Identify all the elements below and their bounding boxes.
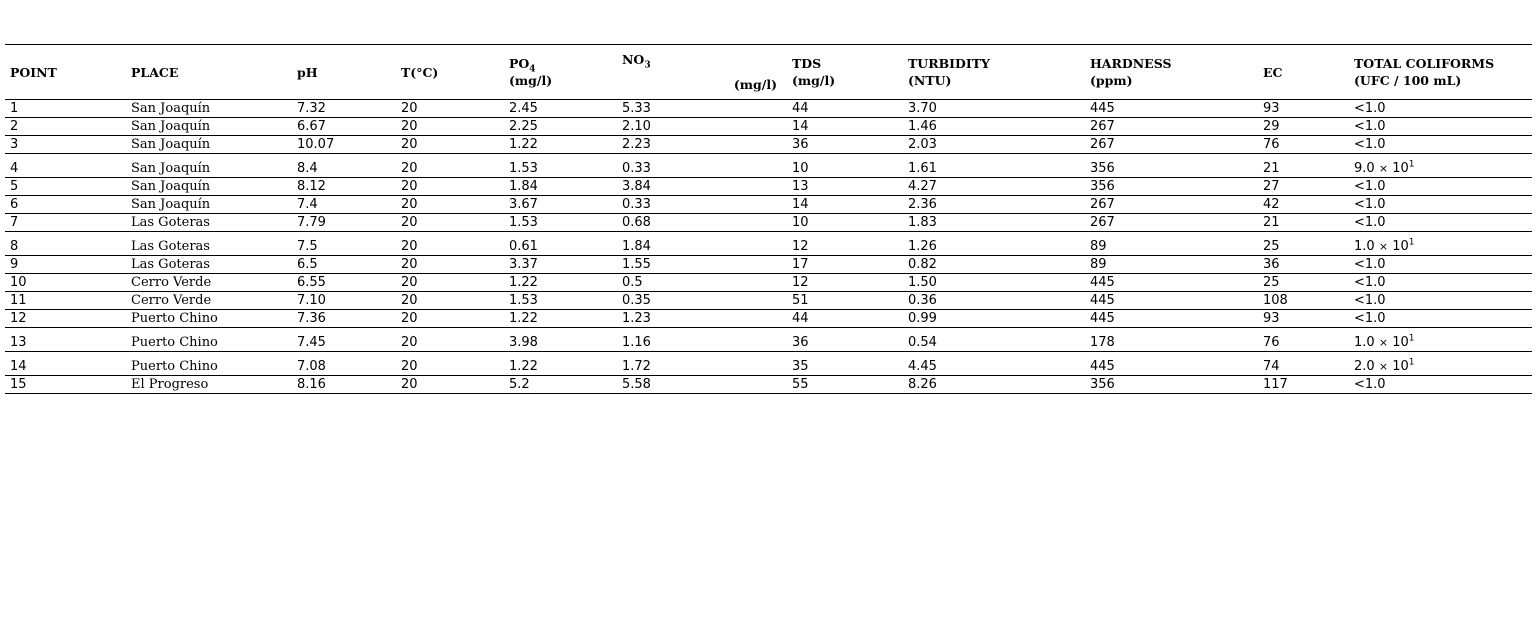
cell-turbidity: 8.26 <box>903 376 1085 394</box>
header-temperature: T(°C) <box>396 45 504 100</box>
cell-point: 11 <box>5 292 126 310</box>
table-row <box>5 214 1532 232</box>
cell-temp: 20 <box>396 154 504 178</box>
cell-turbidity: 1.61 <box>903 154 1085 178</box>
cell-temp: 20 <box>396 292 504 310</box>
table-row <box>5 196 1532 214</box>
cell-tds: 36 <box>787 136 903 154</box>
cell-no3: 3.84 <box>617 178 787 196</box>
header-tds-unit: (mg/l) <box>792 73 836 88</box>
table-row <box>5 292 1532 310</box>
cell-no3: 0.35 <box>617 292 787 310</box>
header-no3-name: $NO_3$ <box>622 52 651 71</box>
cell-po4: 1.53 <box>504 154 617 178</box>
cell-no3: 1.23 <box>617 310 787 328</box>
coliforms-mantissa: 9.0 <box>1354 161 1375 176</box>
cell-temp: 20 <box>396 310 504 328</box>
header-turbidity <box>903 45 1085 100</box>
cell-hardness: 445 <box>1085 352 1258 376</box>
cell-po4: 3.98 <box>504 328 617 352</box>
cell-hardness: 89 <box>1085 232 1258 256</box>
cell-ec: 108 <box>1258 292 1349 310</box>
cell-po4: 1.22 <box>504 274 617 292</box>
header-place: PLACE <box>126 45 292 100</box>
cell-tds: 55 <box>787 376 903 394</box>
header-hardness-unit: (ppm) <box>1090 73 1133 88</box>
header-ec: EC <box>1258 45 1349 100</box>
cell-ph: 8.4 <box>292 154 396 178</box>
cell-ph: 7.08 <box>292 352 396 376</box>
cell-place: San Joaquín <box>126 178 292 196</box>
coliforms-base: 10 <box>1392 335 1409 350</box>
cell-point: 7 <box>5 214 126 232</box>
cell-no3: 1.84 <box>617 232 787 256</box>
cell-point: 13 <box>5 328 126 352</box>
header-coliforms-name: TOTAL COLIFORMS <box>1354 56 1495 71</box>
cell-no3: 5.33 <box>617 100 787 118</box>
header-coliforms-unit: (UFC / 100 mL) <box>1354 73 1462 88</box>
header-row <box>5 45 1532 100</box>
cell-ph: 10.07 <box>292 136 396 154</box>
cell-temp: 20 <box>396 274 504 292</box>
cell-po4: 0.61 <box>504 232 617 256</box>
cell-hardness: 445 <box>1085 292 1258 310</box>
cell-coliforms: <1.0 <box>1349 196 1532 214</box>
cell-temp: 20 <box>396 232 504 256</box>
cell-tds: 35 <box>787 352 903 376</box>
cell-coliforms <box>1349 328 1532 352</box>
cell-ec: 117 <box>1258 376 1349 394</box>
cell-tds: 13 <box>787 178 903 196</box>
header-hardness <box>1085 45 1258 100</box>
cell-ph: 7.79 <box>292 214 396 232</box>
cell-hardness: 267 <box>1085 136 1258 154</box>
cell-no3: 2.23 <box>617 136 787 154</box>
header-turbidity-name: TURBIDITY <box>908 56 990 71</box>
cell-coliforms: <1.0 <box>1349 310 1532 328</box>
cell-place: Puerto Chino <box>126 310 292 328</box>
cell-place: Puerto Chino <box>126 352 292 376</box>
cell-coliforms: <1.0 <box>1349 178 1532 196</box>
cell-po4: 2.25 <box>504 118 617 136</box>
cell-ph: 8.12 <box>292 178 396 196</box>
cell-point: 2 <box>5 118 126 136</box>
cell-tds: 36 <box>787 328 903 352</box>
header-turbidity-unit: (NTU) <box>908 73 952 88</box>
cell-temp: 20 <box>396 136 504 154</box>
cell-coliforms: <1.0 <box>1349 256 1532 274</box>
cell-point: 15 <box>5 376 126 394</box>
cell-ph: 7.32 <box>292 100 396 118</box>
cell-turbidity: 0.99 <box>903 310 1085 328</box>
cell-hardness: 445 <box>1085 100 1258 118</box>
cell-no3: 0.33 <box>617 196 787 214</box>
water-quality-table-container <box>5 44 1532 394</box>
cell-ec: 21 <box>1258 214 1349 232</box>
cell-temp: 20 <box>396 196 504 214</box>
cell-place: Las Goteras <box>126 214 292 232</box>
header-no3-unit: (mg/l) <box>733 77 777 92</box>
cell-ec: 93 <box>1258 310 1349 328</box>
cell-turbidity: 0.82 <box>903 256 1085 274</box>
cell-turbidity: 2.03 <box>903 136 1085 154</box>
cell-temp: 20 <box>396 214 504 232</box>
cell-tds: 10 <box>787 214 903 232</box>
header-po4 <box>504 45 617 100</box>
cell-ec: 29 <box>1258 118 1349 136</box>
cell-hardness: 267 <box>1085 214 1258 232</box>
cell-coliforms: <1.0 <box>1349 274 1532 292</box>
coliforms-base: 10 <box>1392 161 1409 176</box>
cell-hardness: 356 <box>1085 376 1258 394</box>
coliforms-times-sign: × <box>1378 360 1389 373</box>
cell-hardness: 445 <box>1085 310 1258 328</box>
cell-place: San Joaquín <box>126 196 292 214</box>
cell-coliforms: <1.0 <box>1349 118 1532 136</box>
table-body <box>5 100 1532 394</box>
cell-ec: 42 <box>1258 196 1349 214</box>
cell-coliforms: <1.0 <box>1349 376 1532 394</box>
cell-point: 12 <box>5 310 126 328</box>
cell-turbidity: 4.27 <box>903 178 1085 196</box>
cell-po4: 3.67 <box>504 196 617 214</box>
coliforms-base: 10 <box>1392 239 1409 254</box>
cell-ph: 7.4 <box>292 196 396 214</box>
cell-no3: 0.68 <box>617 214 787 232</box>
cell-ph: 7.36 <box>292 310 396 328</box>
cell-ph: 7.10 <box>292 292 396 310</box>
cell-point: 9 <box>5 256 126 274</box>
cell-coliforms <box>1349 232 1532 256</box>
cell-tds: 14 <box>787 118 903 136</box>
cell-tds: 17 <box>787 256 903 274</box>
cell-no3: 5.58 <box>617 376 787 394</box>
table-row <box>5 352 1532 376</box>
cell-point: 3 <box>5 136 126 154</box>
cell-ph: 8.16 <box>292 376 396 394</box>
cell-coliforms: <1.0 <box>1349 214 1532 232</box>
header-total-coliforms <box>1349 45 1532 100</box>
cell-po4: 1.22 <box>504 310 617 328</box>
cell-no3: 1.16 <box>617 328 787 352</box>
coliforms-mantissa: 1.0 <box>1354 239 1375 254</box>
cell-coliforms: <1.0 <box>1349 100 1532 118</box>
cell-no3: 0.5 <box>617 274 787 292</box>
cell-ph: 6.55 <box>292 274 396 292</box>
cell-place: San Joaquín <box>126 100 292 118</box>
cell-hardness: 445 <box>1085 274 1258 292</box>
coliforms-exponent: 1 <box>1408 357 1415 368</box>
table-row <box>5 328 1532 352</box>
cell-po4: 1.53 <box>504 292 617 310</box>
table-row <box>5 376 1532 394</box>
cell-po4: 1.53 <box>504 214 617 232</box>
cell-turbidity: 2.36 <box>903 196 1085 214</box>
cell-temp: 20 <box>396 328 504 352</box>
cell-place: Cerro Verde <box>126 292 292 310</box>
cell-ec: 93 <box>1258 100 1349 118</box>
cell-hardness: 178 <box>1085 328 1258 352</box>
table-row <box>5 118 1532 136</box>
cell-hardness: 356 <box>1085 154 1258 178</box>
cell-temp: 20 <box>396 178 504 196</box>
cell-point: 1 <box>5 100 126 118</box>
cell-turbidity: 0.36 <box>903 292 1085 310</box>
cell-no3: 2.10 <box>617 118 787 136</box>
cell-ec: 76 <box>1258 136 1349 154</box>
coliforms-times-sign: × <box>1378 162 1389 175</box>
cell-tds: 51 <box>787 292 903 310</box>
table-row <box>5 274 1532 292</box>
cell-ec: 36 <box>1258 256 1349 274</box>
coliforms-mantissa: 1.0 <box>1354 335 1375 350</box>
header-point: POINT <box>5 45 126 100</box>
cell-tds: 44 <box>787 100 903 118</box>
water-quality-table <box>5 44 1532 394</box>
cell-turbidity: 1.26 <box>903 232 1085 256</box>
cell-coliforms: <1.0 <box>1349 292 1532 310</box>
coliforms-base: 10 <box>1392 359 1409 374</box>
header-tds-name: TDS <box>792 56 822 71</box>
cell-po4: 5.2 <box>504 376 617 394</box>
cell-po4: 2.45 <box>504 100 617 118</box>
header-ph: pH <box>292 45 396 100</box>
table-row <box>5 256 1532 274</box>
cell-ph: 7.45 <box>292 328 396 352</box>
coliforms-mantissa: 2.0 <box>1354 359 1375 374</box>
cell-turbidity: 0.54 <box>903 328 1085 352</box>
cell-place: Las Goteras <box>126 232 292 256</box>
cell-ec: 25 <box>1258 232 1349 256</box>
table-row <box>5 232 1532 256</box>
cell-point: 4 <box>5 154 126 178</box>
cell-ph: 7.5 <box>292 232 396 256</box>
header-po4-unit: (mg/l) <box>509 73 553 88</box>
coliforms-times-sign: × <box>1378 240 1389 253</box>
cell-turbidity: 4.45 <box>903 352 1085 376</box>
cell-place: Cerro Verde <box>126 274 292 292</box>
table-row <box>5 154 1532 178</box>
cell-point: 8 <box>5 232 126 256</box>
cell-tds: 14 <box>787 196 903 214</box>
cell-place: San Joaquín <box>126 118 292 136</box>
cell-tds: 12 <box>787 232 903 256</box>
table-header <box>5 45 1532 100</box>
cell-ec: 74 <box>1258 352 1349 376</box>
cell-point: 10 <box>5 274 126 292</box>
cell-coliforms <box>1349 154 1532 178</box>
cell-hardness: 89 <box>1085 256 1258 274</box>
cell-point: 6 <box>5 196 126 214</box>
cell-temp: 20 <box>396 100 504 118</box>
cell-place: San Joaquín <box>126 136 292 154</box>
table-row <box>5 178 1532 196</box>
coliforms-times-sign: × <box>1378 336 1389 349</box>
cell-turbidity: 3.70 <box>903 100 1085 118</box>
cell-no3: 1.72 <box>617 352 787 376</box>
table-row <box>5 136 1532 154</box>
cell-ec: 27 <box>1258 178 1349 196</box>
cell-tds: 10 <box>787 154 903 178</box>
coliforms-exponent: 1 <box>1408 237 1415 248</box>
cell-turbidity: 1.46 <box>903 118 1085 136</box>
cell-temp: 20 <box>396 352 504 376</box>
table-row <box>5 100 1532 118</box>
coliforms-exponent: 1 <box>1408 159 1415 170</box>
cell-ec: 21 <box>1258 154 1349 178</box>
cell-tds: 44 <box>787 310 903 328</box>
cell-point: 14 <box>5 352 126 376</box>
cell-no3: 0.33 <box>617 154 787 178</box>
cell-turbidity: 1.50 <box>903 274 1085 292</box>
cell-ec: 25 <box>1258 274 1349 292</box>
cell-coliforms: <1.0 <box>1349 136 1532 154</box>
cell-ph: 6.5 <box>292 256 396 274</box>
cell-place: Las Goteras <box>126 256 292 274</box>
cell-po4: 1.22 <box>504 136 617 154</box>
cell-no3: 1.55 <box>617 256 787 274</box>
header-tds <box>787 45 903 100</box>
table-row <box>5 310 1532 328</box>
cell-ec: 76 <box>1258 328 1349 352</box>
cell-po4: 1.84 <box>504 178 617 196</box>
cell-point: 5 <box>5 178 126 196</box>
cell-place: Puerto Chino <box>126 328 292 352</box>
cell-hardness: 267 <box>1085 118 1258 136</box>
header-hardness-name: HARDNESS <box>1090 56 1172 71</box>
cell-turbidity: 1.83 <box>903 214 1085 232</box>
cell-place: El Progreso <box>126 376 292 394</box>
cell-temp: 20 <box>396 376 504 394</box>
cell-coliforms <box>1349 352 1532 376</box>
cell-po4: 1.22 <box>504 352 617 376</box>
cell-ph: 6.67 <box>292 118 396 136</box>
cell-temp: 20 <box>396 256 504 274</box>
cell-hardness: 356 <box>1085 178 1258 196</box>
cell-place: San Joaquín <box>126 154 292 178</box>
cell-po4: 3.37 <box>504 256 617 274</box>
header-po4-name: $PO_4$ <box>509 56 536 75</box>
cell-tds: 12 <box>787 274 903 292</box>
cell-hardness: 267 <box>1085 196 1258 214</box>
cell-temp: 20 <box>396 118 504 136</box>
header-no3 <box>617 45 787 100</box>
coliforms-exponent: 1 <box>1408 333 1415 344</box>
